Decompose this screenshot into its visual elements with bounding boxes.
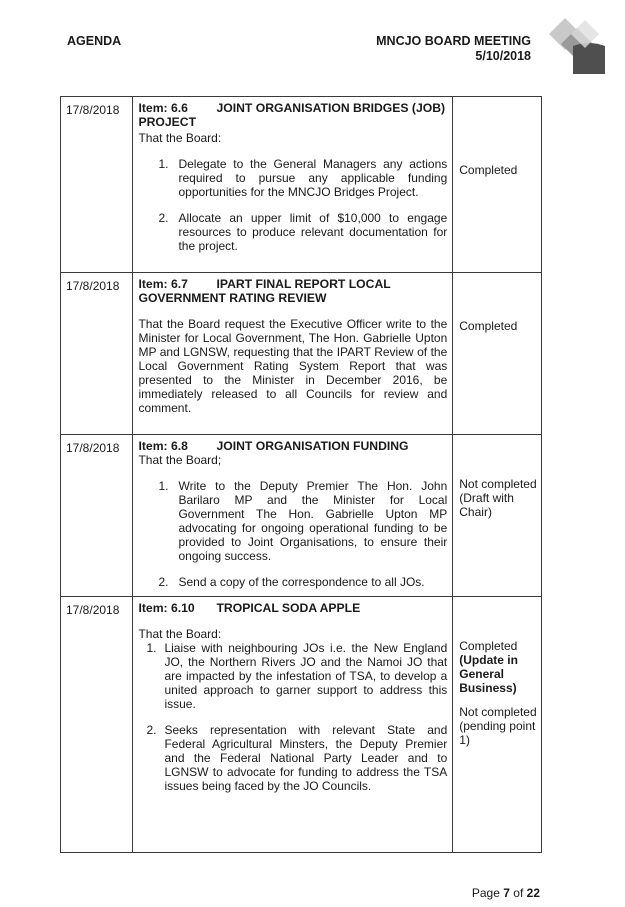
list-item: 1. Delegate to the General Managers any actions required to pursue any applicable funding opportunities for the MNCJO Bridges Project. xyxy=(158,157,448,199)
list-item: 2. Allocate an upper limit of $10,000 to engage resources to produce relevant documentation for the project. xyxy=(158,211,448,253)
total-pages: 22 xyxy=(526,886,540,900)
resolution-intro: That the Board: xyxy=(138,131,222,145)
header-meeting-title xyxy=(376,34,531,64)
resolution-intro: That the Board; xyxy=(138,453,222,467)
item-title: TROPICAL SODA APPLE xyxy=(216,601,361,615)
status-completed: Completed xyxy=(459,639,518,653)
agenda-table xyxy=(60,96,542,853)
status-not-completed: Not completed (pending point 1) xyxy=(459,705,537,747)
row-status: Not completed (Draft with Chair) xyxy=(453,435,542,597)
item-title: IPART FINAL REPORT LOCAL GOVERNMENT RATING REVIEW xyxy=(138,277,391,305)
list-item: 2. Send a copy of the correspondence to all JOs. xyxy=(158,575,425,589)
resolution-list xyxy=(138,157,447,253)
page-number: Page 7 of 22 xyxy=(471,886,540,900)
item-title: JOINT ORGANISATION FUNDING xyxy=(216,439,409,453)
row-date: 17/8/2018 xyxy=(61,435,133,597)
row-date: 17/8/2018 xyxy=(61,597,133,853)
item-heading xyxy=(138,601,447,615)
status-note: (Update in General Business) xyxy=(459,653,518,695)
meeting-name: MNCJO BOARD MEETING xyxy=(376,34,531,48)
list-item: 2. Seeks representation with relevant State and Federal Agricultural Minsters, the Deputy Premier and the Federal National Party Leader and to LGNSW to advocate for funding to address the TSA issues being faced by the JO Councils. xyxy=(146,723,448,793)
list-item: 1. Liaise with neighbouring JOs i.e. the New England JO, the Northern Rivers JO and the Namoi JO that are impacted by the infestation of TSA, to develop a united approach to garner support to address this issue. xyxy=(146,641,448,711)
item-number: Item: 6.8 xyxy=(138,439,188,453)
table-row xyxy=(61,97,542,273)
item-number: Item: 6.6 xyxy=(138,101,188,115)
meeting-date: 5/10/2018 xyxy=(475,49,531,63)
current-page: 7 xyxy=(503,886,510,900)
row-status: Completed xyxy=(453,273,542,435)
table-row xyxy=(61,597,542,853)
header-agenda-label: AGENDA xyxy=(67,34,122,48)
row-date: 17/8/2018 xyxy=(61,97,133,273)
resolution-paragraph: That the Board request the Executive Officer write to the Minister for Local Government, The Hon. Gabrielle Upton MP and LGNSW, requesting that the IPART Review of the Local Government Rating System Report that was presented to the Minister in December 2016, be immediately released to all Councils for review and comment. xyxy=(138,317,448,415)
row-body xyxy=(133,273,453,435)
item-title: JOINT ORGANISATION BRIDGES (JOB) PROJECT xyxy=(138,101,446,129)
resolution-intro: That the Board: xyxy=(138,627,222,641)
row-body xyxy=(133,97,453,273)
item-number: Item: 6.7 xyxy=(138,277,188,291)
row-body xyxy=(133,597,453,853)
resolution-list xyxy=(138,641,447,793)
row-status xyxy=(453,597,542,853)
item-heading xyxy=(138,101,447,129)
item-heading xyxy=(138,439,447,453)
row-body xyxy=(133,435,453,597)
table-row xyxy=(61,435,542,597)
mncjo-logo-icon xyxy=(547,16,607,74)
row-status: Completed xyxy=(453,97,542,273)
list-item: 1. Write to the Deputy Premier The Hon. John Barilaro MP and the Minister for Local Government The Hon. Gabrielle Upton MP advocating for ongoing operational funding to be provided to Joint Organisations, to ensure their ongoing success. xyxy=(158,479,448,563)
resolution-list xyxy=(138,479,447,589)
table-row xyxy=(61,273,542,435)
row-date: 17/8/2018 xyxy=(61,273,133,435)
item-heading xyxy=(138,277,447,305)
item-number: Item: 6.10 xyxy=(138,601,195,615)
